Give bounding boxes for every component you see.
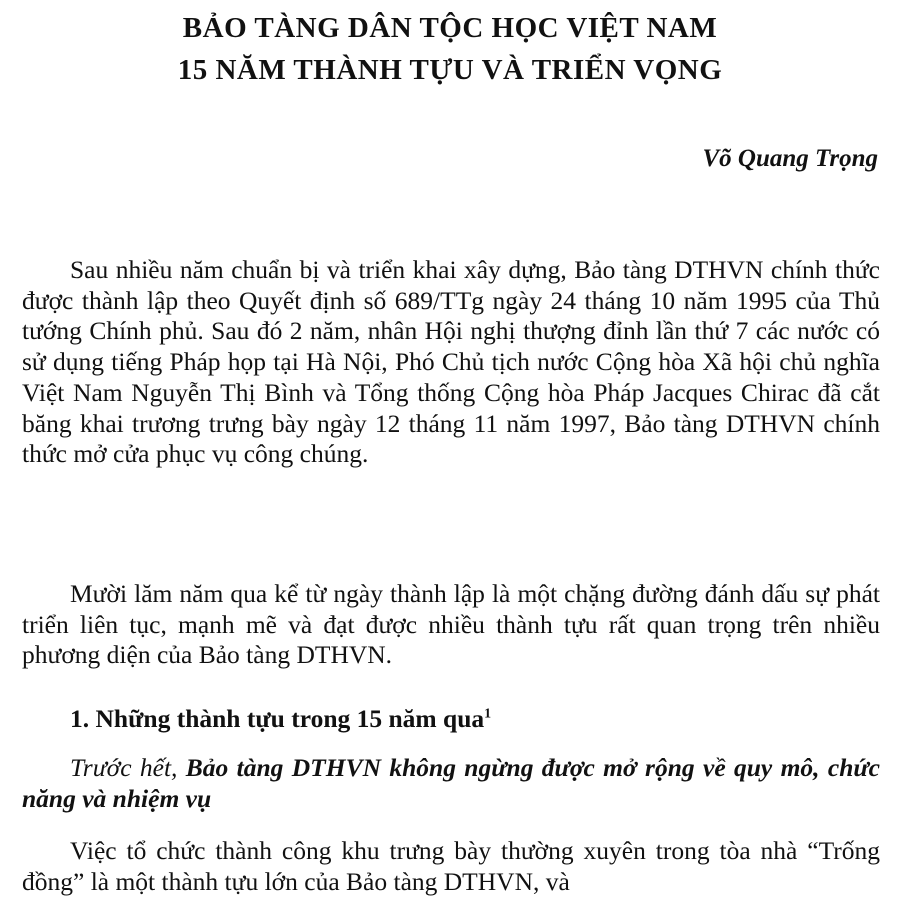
subheading-emphasis: Bảo tàng DTHVN không ngừng được mở rộng về quy mô, chức năng và nhiệm vụ bbox=[22, 753, 880, 813]
title-line-2: 15 NĂM THÀNH TỰU VÀ TRIỂN VỌNG bbox=[177, 54, 723, 86]
section-heading-text: 1. Những thành tựu trong 15 năm qua bbox=[70, 704, 485, 733]
title-line-1: BẢO TÀNG DÂN TỘC HỌC VIỆT NAM bbox=[182, 12, 718, 44]
section-heading bbox=[70, 704, 491, 734]
subheading-lead: Trước hết, bbox=[70, 753, 186, 782]
footnote-marker: 1 bbox=[484, 706, 492, 722]
paragraph-2: Mười lăm năm qua kể từ ngày thành lập là một chặng đường đánh dấu sự phát triển liên tục, mạnh mẽ và đạt được nhiều thành tựu rất quan trọng trên nhiều phương diện của Bảo tàng DTHVN. bbox=[22, 579, 880, 670]
paragraph-1: Sau nhiều năm chuẩn bị và triển khai xây dựng, Bảo tàng DTHVN chính thức được thành lập theo Quyết định số 689/TTg ngày 24 tháng 10 năm 1995 của Thủ tướng Chính phủ. Sau đó 2 năm, nhân Hội nghị thượng đỉnh lần thứ 7 các nước có sử dụng tiếng Pháp họp tại Hà Nội, Phó Chủ tịch nước Cộng hòa Xã hội chủ nghĩa Việt Nam Nguyễn Thị Bình và Tổng thống Cộng hòa Pháp Jacques Chirac đã cắt băng khai trương trưng bày ngày 12 tháng 11 năm 1997, Bảo tàng DTHVN chính thức mở cửa phục vụ công chúng. bbox=[22, 255, 880, 469]
author-name: Võ Quang Trọng bbox=[702, 145, 878, 172]
paragraph-3: Việc tổ chức thành công khu trưng bày thường xuyên trong tòa nhà “Trống đồng” là một thành tựu lớn của Bảo tàng DTHVN, và bbox=[22, 836, 880, 896]
subheading bbox=[22, 752, 880, 814]
